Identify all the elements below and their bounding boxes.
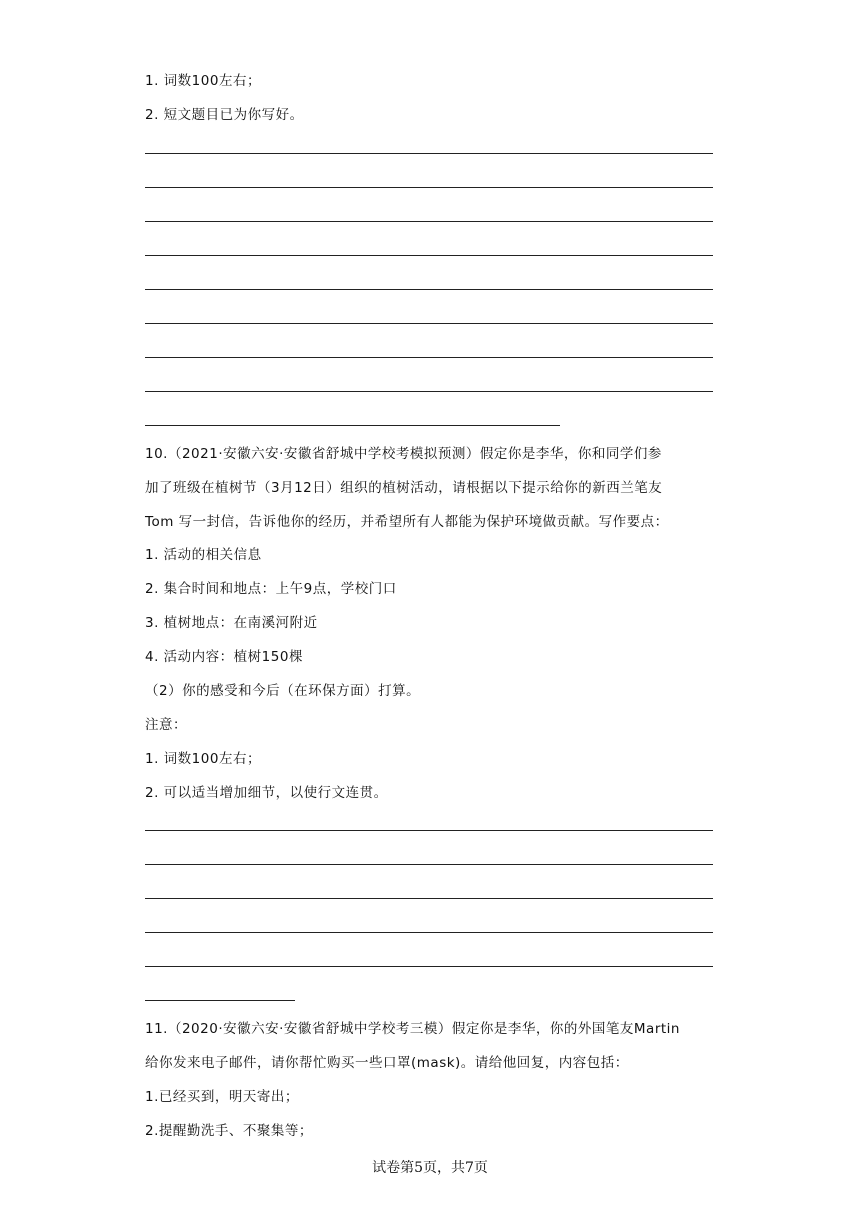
q10-prompt-line-2: 加了班级在植树节（3月12日）组织的植树活动，请根据以下提示给你的新西兰笔友 [145,480,663,496]
q10-note-title: 注意： [145,717,187,733]
answer-line [145,391,713,392]
q9-note-1: 1. 词数100左右； [145,73,261,89]
q10-item-1: 1. 活动的相关信息 [145,547,262,563]
answer-line [145,289,713,290]
q10-item-5: （2）你的感受和今后（在环保方面）打算。 [145,683,421,699]
q11-prompt-line-1: 11.（2020·安徽六安·安徽省舒城中学校考三模）假定你是李华，你的外国笔友Martin [145,1021,680,1037]
answer-line [145,864,713,865]
q10-item-3: 3. 植树地点：在南溪河附近 [145,615,318,631]
answer-line [145,323,713,324]
answer-line [145,153,713,154]
q10-prompt-line-1: 10.（2021·安徽六安·安徽省舒城中学校考模拟预测）假定你是李华，你和同学们参 [145,446,662,462]
answer-line [145,187,713,188]
answer-line [145,357,713,358]
q11-prompt-line-2: 给你发来电子邮件，请你帮忙购买一些口罩(mask)。请给他回复，内容包括： [145,1055,629,1071]
q10-note-1: 1. 词数100左右； [145,751,261,767]
answer-line [145,830,713,831]
answer-line-short [145,425,560,426]
q11-item-1: 1.已经买到，明天寄出； [145,1089,299,1105]
q9-note-2: 2. 短文题目已为你写好。 [145,107,304,123]
page-footer: 试卷第5页，共7页 [372,1160,488,1176]
answer-line [145,898,713,899]
answer-line [145,221,713,222]
q10-item-2: 2. 集合时间和地点：上午9点，学校门口 [145,581,397,597]
answer-line [145,932,713,933]
q11-item-2: 2.提醒勤洗手、不聚集等； [145,1123,313,1139]
q10-note-2: 2. 可以适当增加细节，以使行文连贯。 [145,785,388,801]
q10-prompt-line-3: Tom 写一封信，告诉他你的经历，并希望所有人都能为保护环境做贡献。写作要点： [145,514,669,530]
answer-line [145,255,713,256]
q10-item-4: 4. 活动内容：植树150棵 [145,649,303,665]
answer-line [145,966,713,967]
answer-line-short [145,1000,295,1001]
